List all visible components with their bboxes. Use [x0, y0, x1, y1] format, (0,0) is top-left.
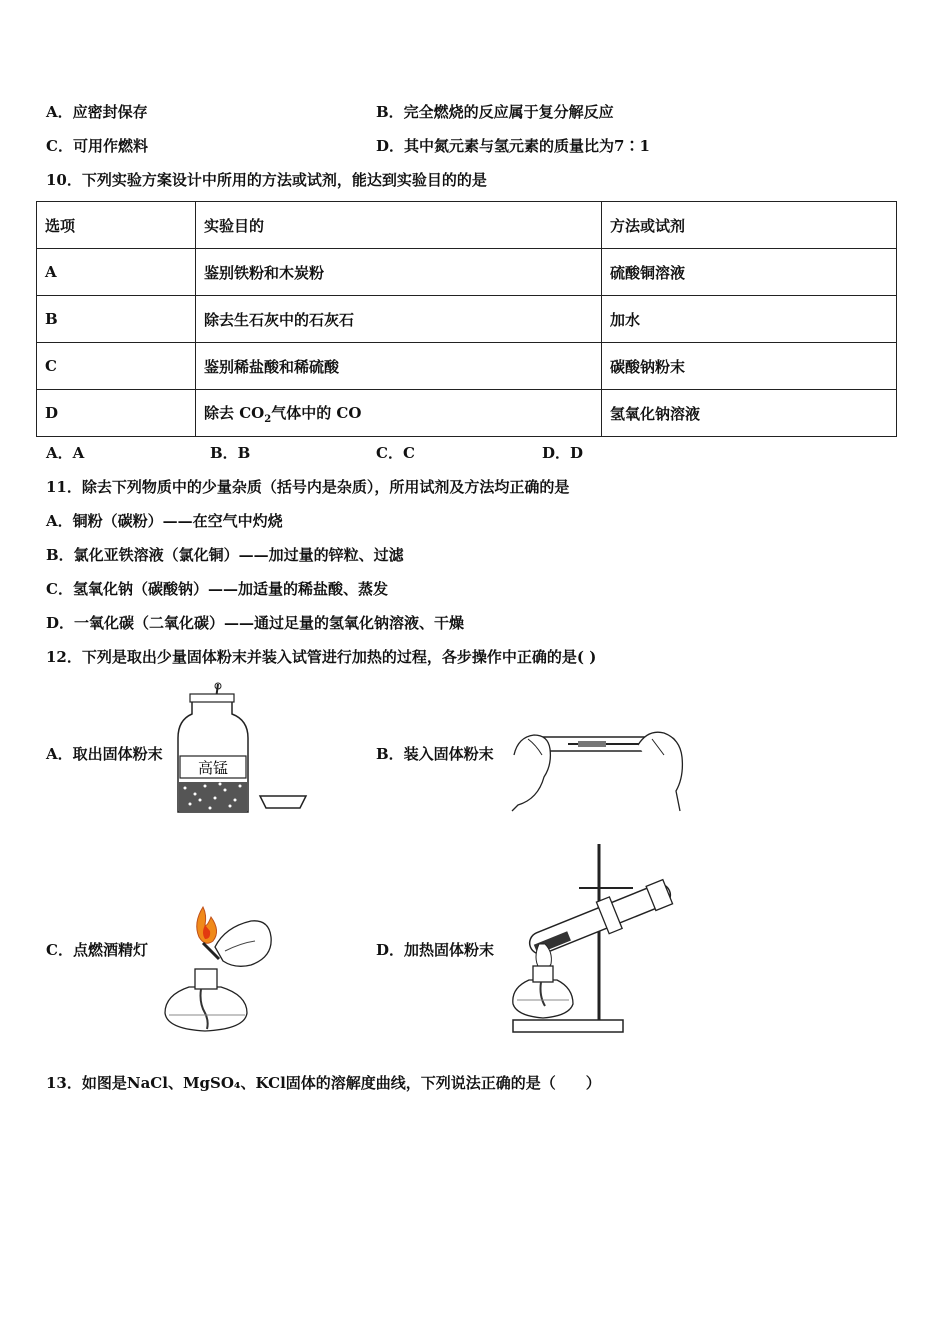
q12-option-d: D．加热固体粉末: [376, 941, 495, 959]
test-tube-loading-figure: [508, 715, 693, 815]
q10-table: [36, 201, 897, 437]
q10-answer-a: A．A: [46, 444, 85, 462]
subscript: 2: [264, 413, 272, 425]
table-cell: 碳酸钠粉末: [602, 343, 897, 390]
table-cell: 氢氧化钠溶液: [602, 390, 897, 437]
q9-option-d: D．其中氮元素与氢元素的质量比为7∶1: [376, 137, 650, 155]
table-cell: D: [37, 390, 196, 437]
table-cell: A: [37, 249, 196, 296]
heating-setup-figure: [505, 840, 680, 1038]
header-cell: 实验目的: [196, 202, 602, 249]
q12-option-c: C．点燃酒精灯: [46, 941, 148, 959]
co-text: 气体中的 CO: [271, 403, 362, 422]
q9-option-a: A．应密封保存: [46, 103, 148, 121]
table-row: [37, 296, 897, 343]
table-cell: 鉴别铁粉和木炭粉: [196, 249, 602, 296]
q10-answer-c: C．C: [376, 444, 415, 462]
jar-label: 高锰: [198, 759, 229, 777]
table-cell: 加水: [602, 296, 897, 343]
table-header-row: [37, 202, 897, 249]
q11-option-a: A．铜粉（碳粉）——在空气中灼烧: [46, 512, 283, 530]
q11-stem: 11．除去下列物质中的少量杂质（括号内是杂质），所用试剂及方法均正确的是: [46, 478, 570, 496]
table-cell: 硫酸铜溶液: [602, 249, 897, 296]
q10-stem: 10．下列实验方案设计中所用的方法或试剂，能达到实验目的的是: [46, 171, 487, 189]
q9-option-b: B．完全燃烧的反应属于复分解反应: [376, 103, 614, 121]
q10-answer-d: D．D: [542, 444, 584, 462]
table-cell: C: [37, 343, 196, 390]
q10-answer-b: B．B: [210, 444, 251, 462]
table-cell: 除去生石灰中的石灰石: [196, 296, 602, 343]
reagent-jar-figure: [170, 680, 315, 820]
table-cell: B: [37, 296, 196, 343]
q12-option-a: A．取出固体粉末: [46, 745, 163, 763]
table-row: [37, 390, 897, 437]
table-cell: [196, 390, 602, 437]
co2-text: 除去 CO: [204, 403, 265, 422]
header-cell: 选项: [37, 202, 196, 249]
q12-option-b: B．装入固体粉末: [376, 745, 494, 763]
alcohol-lamp-lighting-figure: [155, 903, 285, 1038]
q11-option-c: C．氢氧化钠（碳酸钠）——加适量的稀盐酸、蒸发: [46, 580, 388, 598]
q11-option-d: D．一氧化碳（二氧化碳）——通过足量的氢氧化钠溶液、干燥: [46, 614, 465, 632]
table-cell: 鉴别稀盐酸和稀硫酸: [196, 343, 602, 390]
table-row: [37, 249, 897, 296]
q9-option-c: C．可用作燃料: [46, 137, 148, 155]
header-cell: 方法或试剂: [602, 202, 897, 249]
q12-stem: 12．下列是取出少量固体粉末并装入试管进行加热的过程，各步操作中正确的是( ): [46, 648, 597, 666]
q13-stem: 13．如图是NaCl、MgSO₄、KCl固体的溶解度曲线，下列说法正确的是（ ）: [46, 1074, 601, 1092]
q11-option-b: B．氯化亚铁溶液（氯化铜）——加过量的锌粒、过滤: [46, 546, 404, 564]
table-row: [37, 343, 897, 390]
